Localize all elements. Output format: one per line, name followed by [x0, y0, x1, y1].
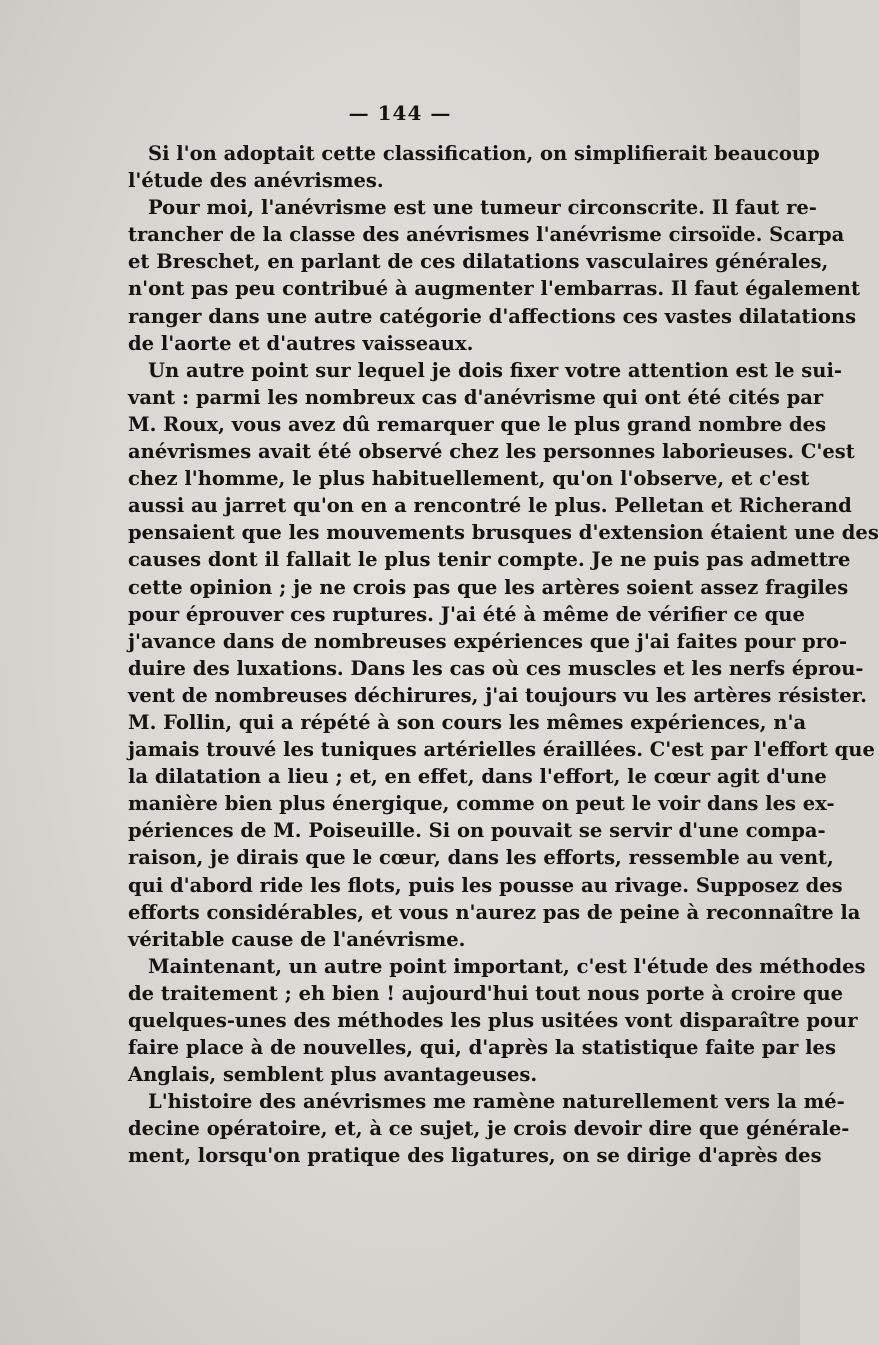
text-line: efforts considérables, et vous n'aurez pas de peine à reconnaître la: [128, 900, 861, 924]
text-line: l'étude des anévrismes.: [128, 169, 384, 193]
text-line: Pour moi, l'anévrisme est une tumeur circonscrite. Il faut re-: [148, 196, 817, 220]
text-line: Anglais, semblent plus avantageuses.: [128, 1063, 538, 1087]
text-line: L'histoire des anévrismes me ramène naturellement vers la mé-: [148, 1090, 845, 1114]
text-line: ranger dans une autre catégorie d'affections ces vastes dilatations: [128, 304, 857, 328]
text-line: jamais trouvé les tuniques artérielles éraillées. C'est par l'effort que: [128, 738, 875, 762]
text-line: cette opinion ; je ne crois pas que les artères soient assez fragiles: [128, 575, 849, 599]
text-line: decine opératoire, et, à ce sujet, je crois devoir dire que générale-: [128, 1117, 850, 1141]
text-line: causes dont il fallait le plus tenir compte. Je ne puis pas admettre: [128, 548, 851, 572]
text-line: pour éprouver ces ruptures. J'ai été à même de vérifier ce que: [128, 602, 805, 626]
text-line: trancher de la classe des anévrismes l'anévrisme cirsoïde. Scarpa: [128, 223, 845, 247]
text-line: M. Follin, qui a répété à son cours les mêmes expériences, n'a: [128, 710, 807, 734]
text-line: périences de M. Poiseuille. Si on pouvait se servir d'une compa-: [128, 819, 826, 843]
text-line: chez l'homme, le plus habituellement, qu'on l'observe, et c'est: [128, 467, 810, 491]
text-line: raison, je dirais que le cœur, dans les efforts, ressemble au vent,: [128, 846, 834, 870]
text-line: de traitement ; eh bien ! aujourd'hui tout nous porte à croire que: [128, 981, 844, 1005]
text-line: manière bien plus énergique, comme on peut le voir dans les ex-: [128, 792, 835, 816]
text-line: M. Roux, vous avez dû remarquer que le plus grand nombre des: [128, 412, 827, 436]
text-line: Maintenant, un autre point important, c'est l'étude des méthodes: [148, 954, 866, 978]
text-line: Un autre point sur lequel je dois fixer votre attention est le sui-: [148, 358, 842, 382]
page-number: — 144 —: [348, 101, 452, 125]
text-line: vant : parmi les nombreux cas d'anévrisme qui ont été cités par: [128, 385, 824, 409]
text-line: aussi au jarret qu'on en a rencontré le plus. Pelletan et Richerand: [128, 494, 852, 518]
text-line: de l'aorte et d'autres vaisseaux.: [128, 331, 474, 355]
text-line: faire place à de nouvelles, qui, d'après la statistique faite par les: [128, 1036, 836, 1060]
text-line: et Breschet, en parlant de ces dilatations vasculaires générales,: [128, 250, 829, 274]
body-text: [128, 140, 879, 1170]
text-line: j'avance dans de nombreuses expériences que j'ai faites pour pro-: [128, 629, 848, 653]
text-line: n'ont pas peu contribué à augmenter l'embarras. Il faut également: [128, 277, 860, 301]
text-line: anévrismes avait été observé chez les personnes laborieuses. C'est: [128, 440, 855, 464]
text-line: qui d'abord ride les flots, puis les pousse au rivage. Supposez des: [128, 873, 843, 897]
text-line: la dilatation a lieu ; et, en effet, dans l'effort, le cœur agit d'une: [128, 765, 827, 789]
text-line: pensaient que les mouvements brusques d'extension étaient une des: [128, 521, 879, 545]
text-line: Si l'on adoptait cette classification, on simplifierait beaucoup: [148, 142, 820, 165]
text-line: duire des luxations. Dans les cas où ces muscles et les nerfs éprou-: [128, 656, 864, 680]
text-line: quelques-unes des méthodes les plus usitées vont disparaître pour: [128, 1009, 858, 1032]
text-line: ment, lorsqu'on pratique des ligatures, on se dirige d'après des: [128, 1144, 822, 1168]
text-line: vent de nombreuses déchirures, j'ai toujours vu les artères résister.: [128, 683, 867, 707]
text-line: véritable cause de l'anévrisme.: [128, 927, 466, 951]
